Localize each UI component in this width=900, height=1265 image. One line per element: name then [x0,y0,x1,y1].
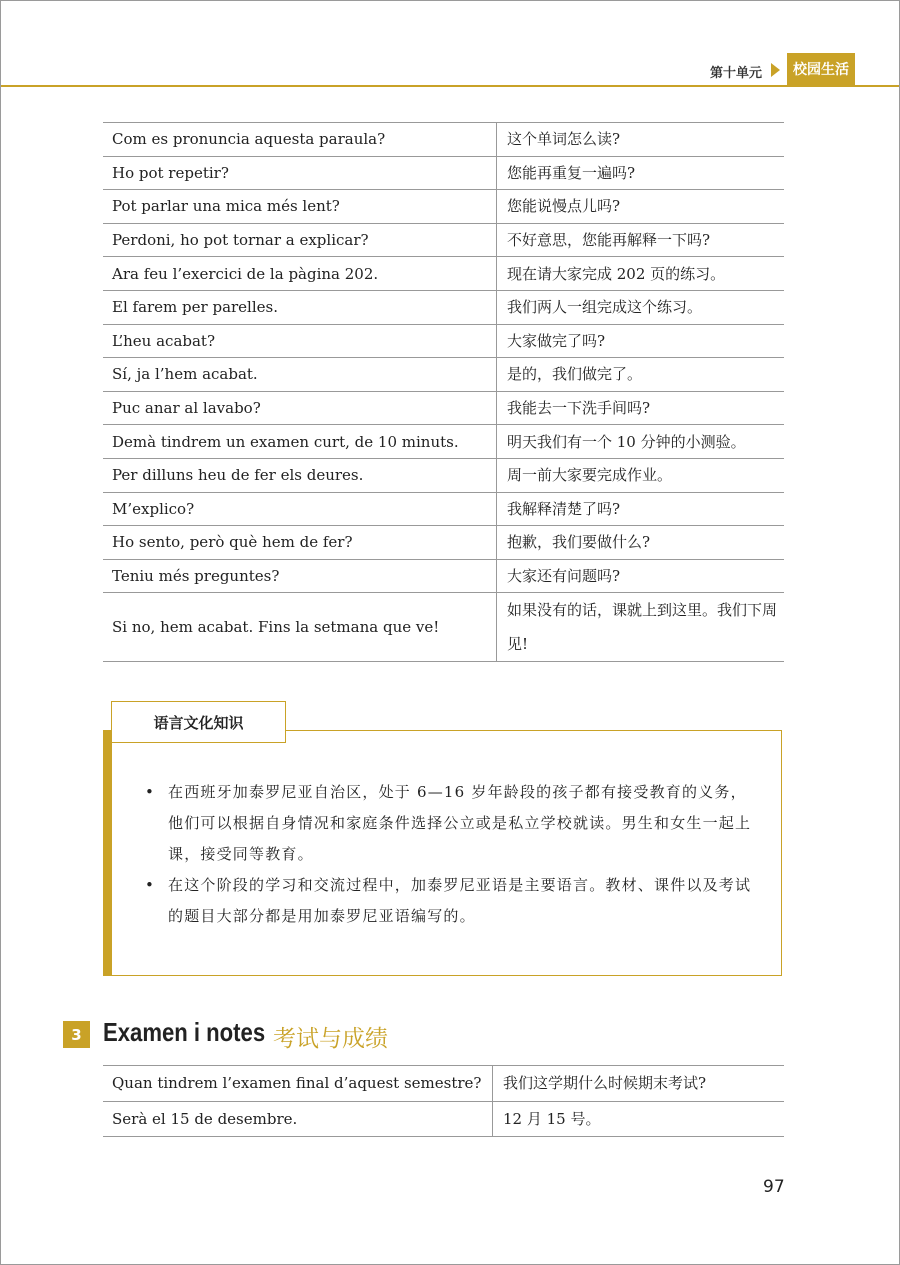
catalan-phrase: Puc anar al lavabo? [103,391,497,425]
table-row [103,1101,784,1137]
culture-box-content [145,777,755,932]
table-row [103,492,784,526]
table-row [103,257,784,291]
catalan-phrase: Si no, hem acabat. Fins la setmana que ve! [103,593,497,662]
chinese-translation: 我们两人一组完成这个练习。 [497,290,785,324]
chinese-translation: 周一前大家要完成作业。 [497,458,785,492]
section-subtitle: 考试与成绩 [273,1026,388,1052]
catalan-phrase: Com es pronuncia aquesta paraula? [103,123,497,157]
table-row [103,190,784,224]
classroom-phrases-table [103,122,784,662]
table-row [103,358,784,392]
exam-phrases-table [103,1065,784,1137]
catalan-phrase: El farem per parelles. [103,290,497,324]
catalan-phrase: Quan tindrem l’examen final d’aquest semestre? [103,1066,493,1102]
chinese-translation: 是的，我们做完了。 [497,358,785,392]
table-row [103,123,784,157]
section-title: Examen i notes [103,1017,266,1047]
culture-box-title: 语言文化知识 [111,701,286,743]
chinese-translation: 大家还有问题吗? [497,559,785,593]
chinese-translation: 我们这学期什么时候期末考试? [493,1066,785,1102]
header-section-label: 校园生活 [787,53,855,85]
chinese-translation: 大家做完了吗? [497,324,785,358]
chinese-translation: 我解释清楚了吗? [497,492,785,526]
header-divider [1,85,899,87]
chinese-translation: 如果没有的话，课就上到这里。我们下周见! [497,593,785,662]
catalan-phrase: Demà tindrem un examen curt, de 10 minuts. [103,425,497,459]
table-row [103,425,784,459]
header-unit-label: 第十单元 [709,66,762,81]
triangle-right-icon [771,63,780,77]
culture-note: 在西班牙加泰罗尼亚自治区，处于 6—16 岁年龄段的孩子都有接受教育的义务，他们可以根据自身情况和家庭条件选择公立或是私立学校就读。男生和女生一起上课，接受同等教育。 [168,783,752,863]
culture-note: 在这个阶段的学习和交流过程中，加泰罗尼亚语是主要语言。教材、课件以及考试的题目大部分都是用加泰罗尼亚语编写的。 [168,876,752,925]
catalan-phrase: Ara feu l’exercici de la pàgina 202. [103,257,497,291]
table-row [103,593,784,662]
chinese-translation: 我能去一下洗手间吗? [497,391,785,425]
catalan-phrase: Ho sento, però què hem de fer? [103,526,497,560]
catalan-phrase: Sí, ja l’hem acabat. [103,358,497,392]
table-row [103,526,784,560]
table-row [103,290,784,324]
chinese-translation: 这个单词怎么读? [497,123,785,157]
catalan-phrase: Per dilluns heu de fer els deures. [103,458,497,492]
table-row [103,324,784,358]
section-number-badge: 3 [63,1021,90,1048]
catalan-phrase: Ho pot repetir? [103,156,497,190]
list-item [145,777,755,870]
chinese-translation: 现在请大家完成 202 页的练习。 [497,257,785,291]
chinese-translation: 您能再重复一遍吗? [497,156,785,190]
bullet-icon: • [145,783,154,801]
page-number: 97 [763,1177,785,1197]
chinese-translation: 抱歉，我们要做什么? [497,526,785,560]
table-row [103,559,784,593]
catalan-phrase: Teniu més preguntes? [103,559,497,593]
table-row [103,1066,784,1102]
list-item [145,870,755,932]
catalan-phrase: Serà el 15 de desembre. [103,1101,493,1137]
chinese-translation: 您能说慢点儿吗? [497,190,785,224]
table-row [103,391,784,425]
catalan-phrase: L’heu acabat? [103,324,497,358]
chinese-translation: 不好意思，您能再解释一下吗? [497,223,785,257]
chinese-translation: 明天我们有一个 10 分钟的小测验。 [497,425,785,459]
table-row [103,156,784,190]
table-row [103,223,784,257]
bullet-icon: • [145,876,154,894]
catalan-phrase: M’explico? [103,492,497,526]
catalan-phrase: Pot parlar una mica més lent? [103,190,497,224]
table-row [103,458,784,492]
catalan-phrase: Perdoni, ho pot tornar a explicar? [103,223,497,257]
chinese-translation: 12 月 15 号。 [493,1101,785,1137]
